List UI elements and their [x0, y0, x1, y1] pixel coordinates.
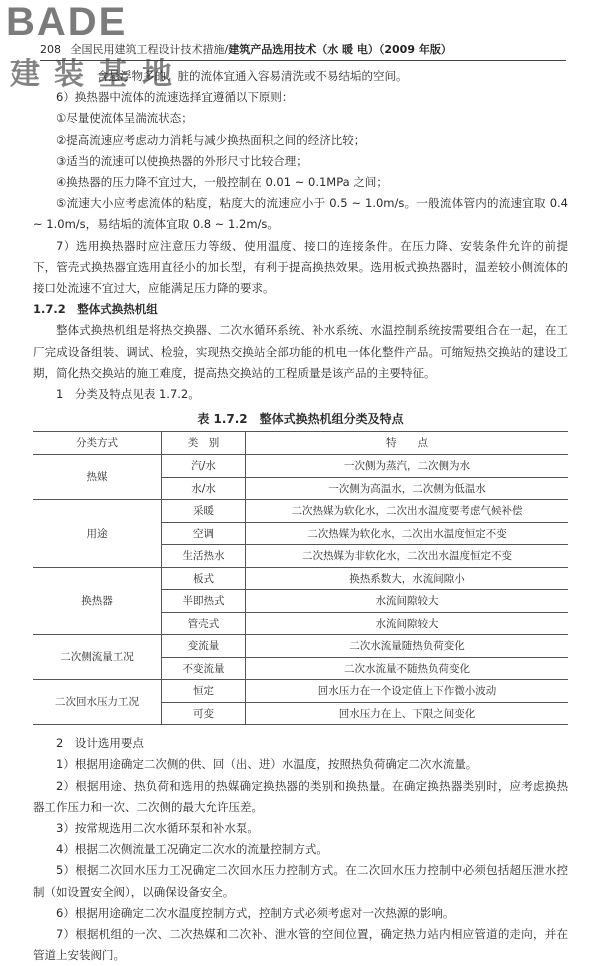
table-type: 板式	[162, 567, 246, 590]
table-feature: 二次热媒为非软化水，二次出水温度恒定不变	[246, 545, 569, 568]
table-row	[33, 635, 568, 658]
watermark-logo: BADE	[6, 0, 128, 44]
page-content	[33, 66, 568, 966]
item-6-sub-3: ③适当的流速可以使换热器的外形尺寸比较合理；	[56, 153, 308, 168]
table-type: 采暖	[162, 500, 246, 523]
table-type: 水/水	[162, 477, 246, 500]
section-heading-1-7-2: 1.7.2 整体式换热机组	[33, 302, 158, 317]
point-2-item-3: 3）按常规选用二次水循环泵和补水泵。	[56, 821, 259, 836]
table-category: 二次回水压力工况	[33, 680, 162, 725]
table-type: 变流量	[162, 635, 246, 658]
page-number: 208	[40, 43, 61, 56]
table-feature: 回水压力在上、下限之间变化	[246, 702, 569, 725]
point-2-item-6: 6）根据用途确定二次水温度控制方式，控制方式必须考虑对一次热源的影响。	[56, 905, 455, 920]
table-row	[33, 455, 568, 478]
table-feature: 换热系数大，水流间隙小	[246, 567, 569, 590]
point-1: 1 分类及特点见表 1.7.2。	[56, 387, 200, 402]
table-header-cell: 特 点	[246, 432, 569, 455]
table-feature: 一次侧为蒸汽，二次侧为水	[246, 455, 569, 478]
section-1-7-2-text: 整体式换热机组是将热交换器、二次水循环系统、补水系统、水温控制系统按需要组合在一起，在工厂完成设备组装、调试、检验，实现热交换站全部功能的机电一体化整件产品。可缩短热交换站的建设工期，简化热交换站的施工难度，提高热交换站的工程质量是该产品的主要特征。	[33, 323, 568, 380]
classification-table	[33, 431, 568, 725]
item-6-sub-4: ④换热器的压力降不宜过大，一般控制在 0.01 ~ 0.1MPa 之间；	[56, 175, 388, 190]
table-row	[33, 500, 568, 523]
table-feature: 一次侧为高温水，二次侧为低温水	[246, 477, 569, 500]
table-feature: 二次热媒为软化水，二次出水温度恒定不变	[246, 522, 569, 545]
table-type: 半即热式	[162, 590, 246, 613]
table-type: 汽/水	[162, 455, 246, 478]
table-type: 不变流量	[162, 657, 246, 680]
header-title-bold: 建筑产品选用技术（水 暖 电）（2009 年版）	[228, 43, 452, 56]
table-type: 恒定	[162, 680, 246, 703]
table-type: 空调	[162, 522, 246, 545]
table-type: 管壳式	[162, 612, 246, 635]
item-6-sub-1: ①尽量使流体呈湍流状态；	[56, 111, 193, 126]
table-row	[33, 567, 568, 590]
table-feature: 二次热媒为软化水，二次出水温度要考虑气候补偿	[246, 500, 569, 523]
table-feature: 水流间隙较大	[246, 612, 569, 635]
table-title: 表 1.7.2 整体式换热机组分类及特点	[197, 412, 404, 427]
table-type: 生活热水	[162, 545, 246, 568]
page-header	[40, 42, 566, 61]
table-type: 可变	[162, 702, 246, 725]
table-category: 换热器	[33, 567, 162, 635]
table-category: 用途	[33, 500, 162, 568]
item-6-title: 6）换热器中流体的流速选择宜遵循以下原则：	[56, 90, 294, 105]
table-header-cell: 类 别	[162, 432, 246, 455]
header-title-prefix: 全国民用建筑工程设计技术措施/	[70, 43, 229, 56]
table-feature: 二次水流量随热负荷变化	[246, 635, 569, 658]
table-feature: 水流间隙较大	[246, 590, 569, 613]
point-2: 2 设计选用要点	[56, 736, 144, 751]
table-row	[33, 680, 568, 703]
watermark-logo-cn: 建装基地	[10, 57, 186, 92]
point-2-item-4: 4）根据二次侧流量工况确定二次水的流量控制方式。	[56, 842, 328, 857]
point-2-item-5: 5）根据二次回水压力工况确定二次回水压力控制方式。在二次回水压力控制中必须包括超压泄水控制（如设置安全阀），以确保设备安全。	[33, 863, 568, 899]
item-6-sub-2: ②提高流速应考虑动力消耗与减少换热面积之间的经济比较；	[56, 132, 366, 147]
item-6-sub-5: ⑤流速大小应考虑流体的粘度，粘度大的流速应小于 0.5 ~ 1.0m/s。一般流体管内的流速宜取 0.4 ~ 1.0m/s，易结垢的流体宜取 0.8 ~ 1.2m/s。	[33, 196, 568, 232]
point-2-item-2: 2）根据用途、热负荷和选用的热媒确定换热器的类别和换热量。在确定换热器类别时，应考虑换热器工作压力和一次、二次侧的最大允许压差。	[33, 778, 568, 814]
table-feature: 回水压力在一个设定值上下作微小波动	[246, 680, 569, 703]
intro-line: 含悬浮物多的、脏的流体宜通入容易清洗或不易结垢的空间。	[97, 69, 408, 83]
point-2-item-1: 1）根据用途确定二次侧的供、回（出、进）水温度，按照热负荷确定二次水流量。	[56, 757, 478, 772]
table-header-cell: 分类方式	[33, 432, 162, 455]
table-category: 热媒	[33, 455, 162, 500]
table-category: 二次侧流量工况	[33, 635, 162, 680]
table-header-row	[33, 432, 568, 455]
item-7: 7）选用换热器时应注意压力等级、使用温度、接口的连接条件。在压力降、安装条件允许的前提下，管壳式换热器宜选用直径小的加长型，有利于提高换热效果。选用板式换热器时，温差较小侧流体的接口处流速不宜过大，应能满足压力降的要求。	[33, 238, 568, 296]
table-feature: 二次水流量不随热负荷变化	[246, 657, 569, 680]
point-2-item-7: 7）根据机组的一次、二次热媒和二次补、泄水管的空间位置，确定热力站内相应管道的走向，并在管道上安装阀门。	[33, 927, 568, 963]
